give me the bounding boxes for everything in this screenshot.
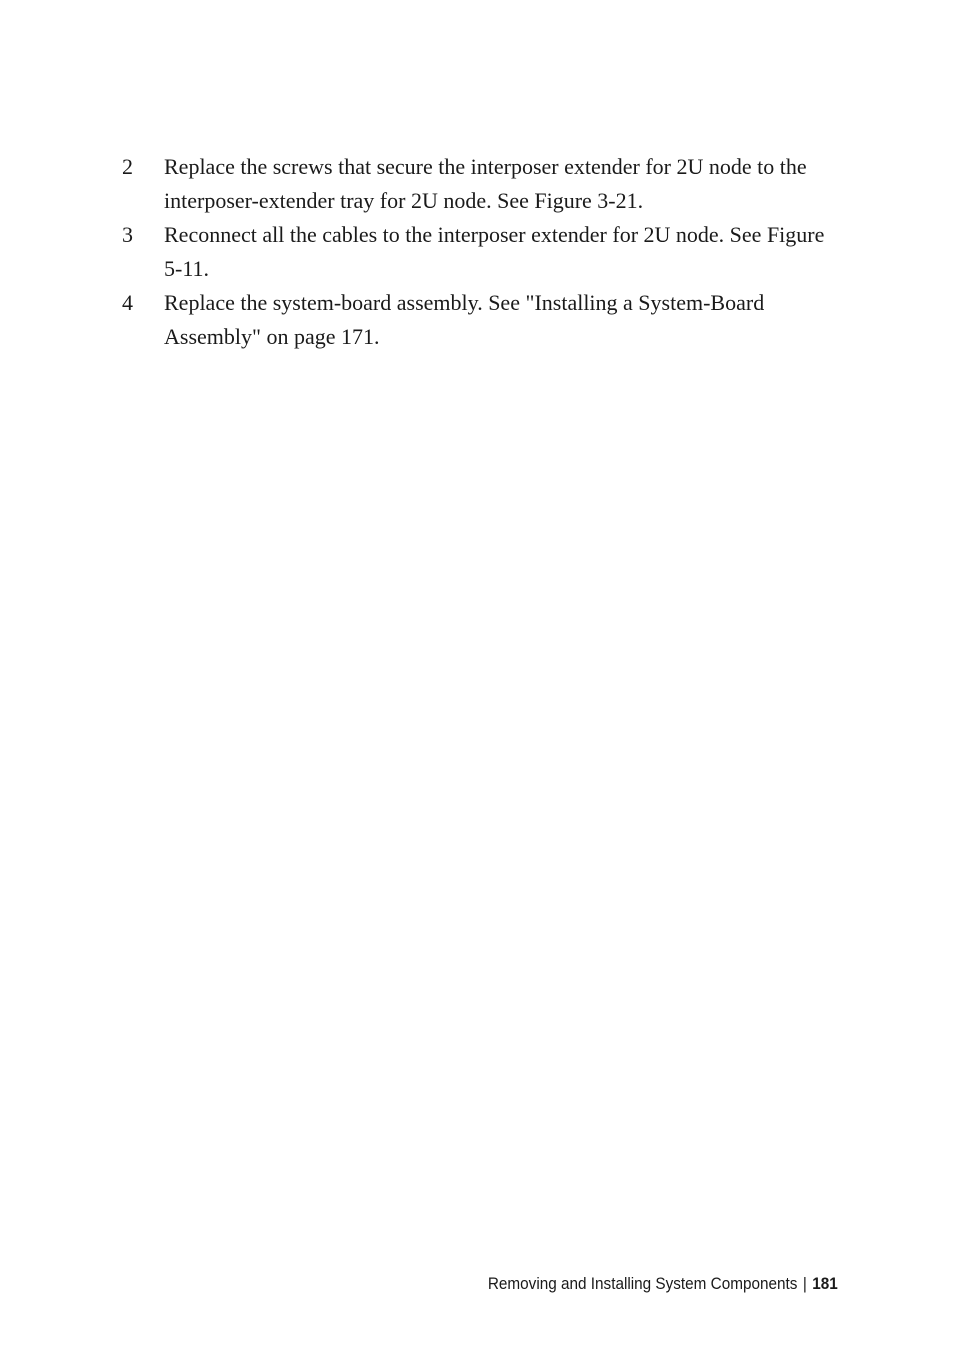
step-item — [122, 286, 832, 354]
step-item — [122, 218, 832, 286]
step-text: Replace the system-board assembly. See "Installing a System-Board Assembly" on page 171. — [164, 290, 765, 349]
step-number: 2 — [122, 154, 133, 179]
procedure-steps — [122, 150, 832, 354]
page-footer — [488, 1272, 838, 1296]
step-text: Replace the screws that secure the interposer extender for 2U node to the interposer-extender tray for 2U node. See Figure 3-21. — [164, 154, 807, 213]
page-number: 181 — [812, 1274, 838, 1293]
step-number: 4 — [122, 290, 133, 315]
footer-separator: | — [803, 1274, 808, 1293]
chapter-title: Removing and Installing System Components — [488, 1274, 798, 1293]
step-text: Reconnect all the cables to the interposer extender for 2U node. See Figure 5-11. — [164, 222, 825, 281]
step-item — [122, 150, 832, 218]
step-number: 3 — [122, 222, 133, 247]
